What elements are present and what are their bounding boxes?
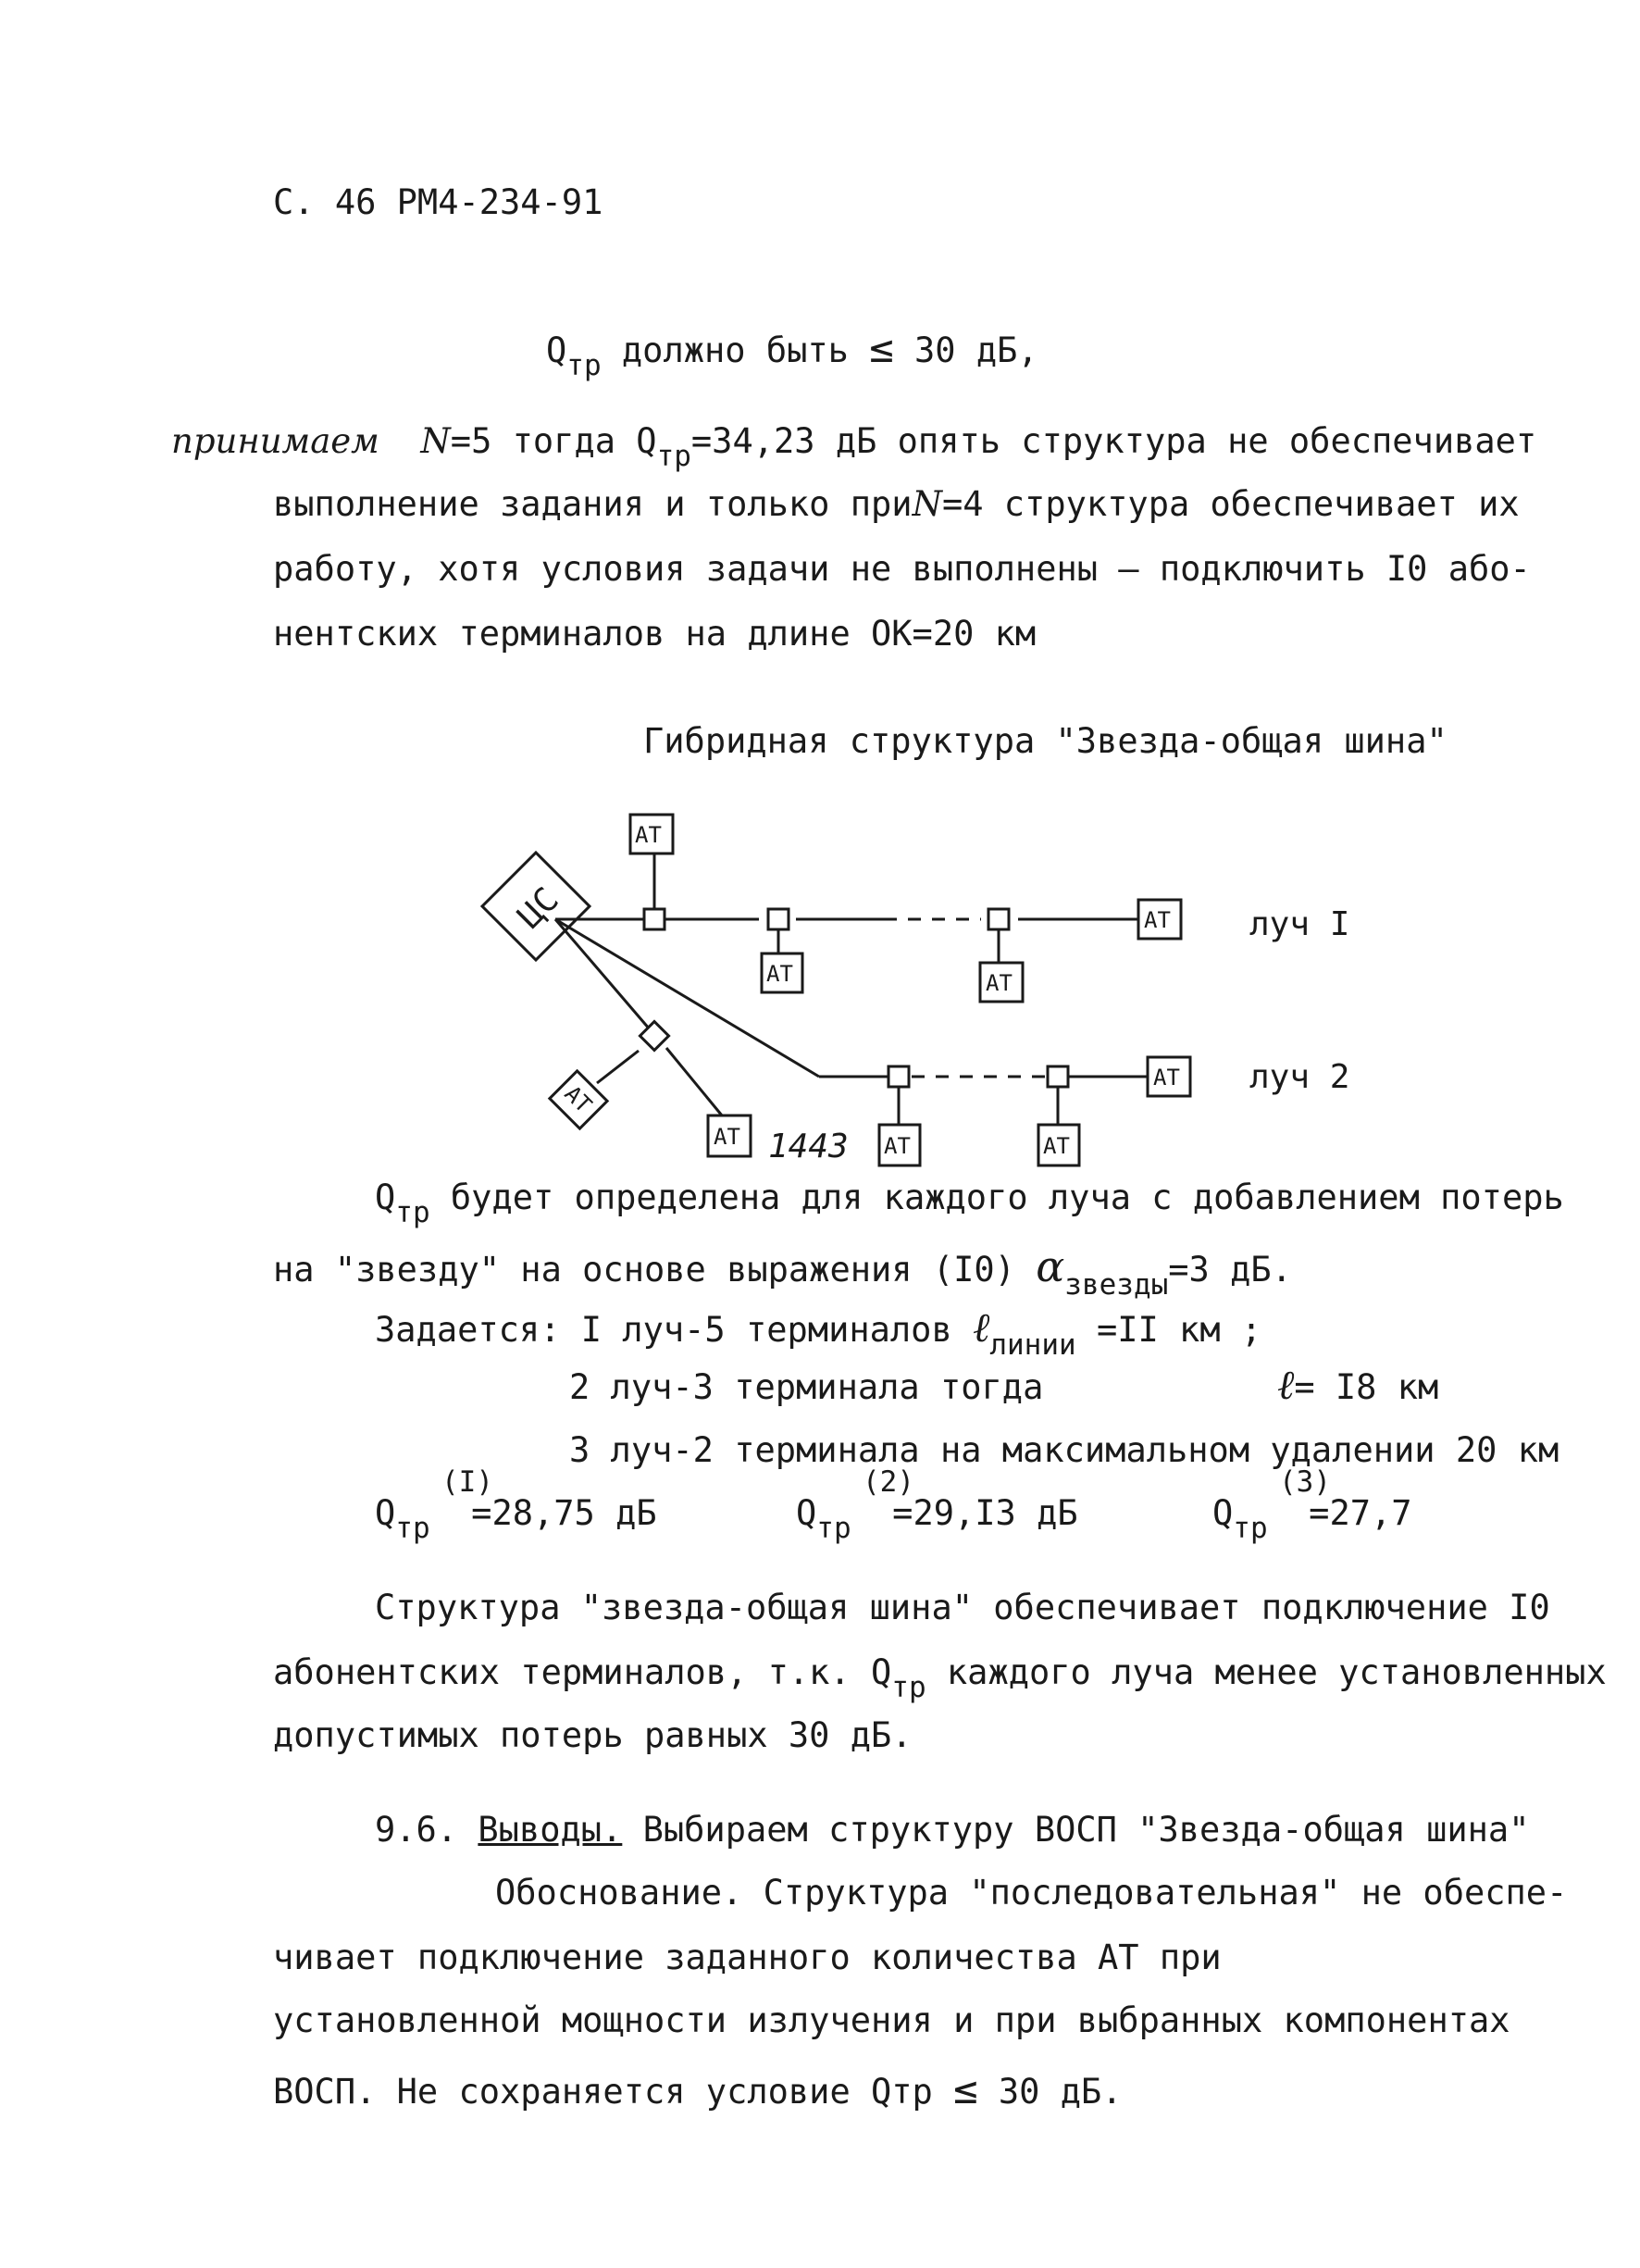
- para4-l2b: каждого луча менее установленных: [946, 1652, 1607, 1692]
- para3-l1b: будет определена для каждого луча с добавлением потерь: [450, 1178, 1564, 1217]
- para4-l2a: абонентских терминалов, т.к.: [273, 1652, 851, 1692]
- result-2: [796, 1465, 1078, 1551]
- handwritten-note: 1443: [768, 1128, 849, 1165]
- ray2-label: луч 2: [1249, 1058, 1350, 1096]
- result-superscript: (I): [441, 1465, 493, 1499]
- section-number: 9.6.: [375, 1810, 458, 1850]
- para2-sub: тр: [656, 440, 691, 473]
- terminal-label: АТ: [766, 961, 793, 987]
- terminal-label: АТ: [1144, 907, 1171, 933]
- length-symbol: ℓ: [973, 1304, 990, 1352]
- terminal-label: АТ: [1153, 1065, 1180, 1090]
- coupler-r1-3: [988, 909, 1009, 929]
- central-station-label: ЦС: [511, 880, 566, 936]
- coupler-r3: [640, 1021, 668, 1050]
- para3-line2: [273, 1241, 1292, 1302]
- q-symbol: Q: [375, 1493, 396, 1533]
- condition-text: должно быть: [621, 330, 849, 370]
- para3-line4: [569, 1367, 1044, 1407]
- result-value: =27,7: [1309, 1493, 1412, 1533]
- alpha-symbol: α: [1036, 1241, 1065, 1291]
- conclusion-line3: чивает подключение заданного количества АТ при: [273, 1938, 1222, 1977]
- para3-line1: [375, 1178, 1564, 1229]
- lead-word: принимаем: [171, 421, 379, 461]
- q-symbol: Q: [375, 1178, 396, 1217]
- n-symbol-2: N: [912, 484, 942, 524]
- para2-text-a: =5 тогда Q: [450, 421, 657, 461]
- para3-l2b: =3 дБ.: [1168, 1250, 1292, 1290]
- para3-l3a: Задается: I луч-5 терминалов: [375, 1310, 952, 1350]
- conclusion-line4: установленной мощности излучения и при выбранных компонентах: [273, 2000, 1510, 2040]
- para2-line3: работу, хотя условия задачи не выполнены – подключить I0 або-: [273, 549, 1531, 589]
- coupler-r2-1: [888, 1066, 909, 1087]
- q-subscript: тр: [1233, 1512, 1268, 1545]
- terminal-label: АТ: [635, 822, 662, 848]
- q-symbol: Q: [546, 330, 567, 370]
- result-1: [375, 1465, 657, 1551]
- para3-l4b: = I8 км: [1294, 1367, 1439, 1407]
- para3-line5: 3 луч-2 терминала на максимальном удалении 20 км: [569, 1430, 1559, 1470]
- terminal-label: АТ: [559, 1080, 597, 1118]
- conclusion-l5b: 30 дБ.: [998, 2072, 1123, 2112]
- para3-l4a: 2 луч-3 терминала тогда: [569, 1367, 1044, 1407]
- length-symbol: ℓ: [1277, 1362, 1295, 1409]
- para4-line3: допустимых потерь равных 30 дБ.: [273, 1715, 913, 1755]
- le-sign: ≤: [953, 2066, 978, 2113]
- page-reference: С. 46 РМ4-234-91: [273, 182, 603, 222]
- coupler-r2-2: [1048, 1066, 1068, 1087]
- para3-l2a: на "звезду" на основе выражения (I0): [273, 1250, 1015, 1290]
- q-subscript: тр: [566, 349, 602, 382]
- terminal-label: АТ: [986, 970, 1013, 996]
- para3-l3b: =II км ;: [1096, 1310, 1262, 1350]
- q-subscript: тр: [816, 1512, 851, 1545]
- condition-value: 30 дБ,: [914, 330, 1038, 370]
- section-word: Выводы.: [478, 1810, 623, 1850]
- para2-line4: нентских терминалов на длине ОК=20 км: [273, 614, 1037, 654]
- conclusion-line1: [375, 1810, 1530, 1850]
- terminal-label: АТ: [714, 1124, 740, 1150]
- n-symbol: N: [420, 421, 451, 461]
- result-value: =28,75 дБ: [471, 1493, 657, 1533]
- result-superscript: (3): [1279, 1465, 1331, 1499]
- para2-text-b: =34,23 дБ опять структура не обеспечивает: [690, 421, 1537, 461]
- q-symbol: Q: [1212, 1493, 1234, 1533]
- terminal-label: АТ: [884, 1133, 911, 1159]
- q-subscript: тр: [891, 1671, 926, 1704]
- alpha-subscript: звезды: [1064, 1268, 1169, 1302]
- coupler-r1-1: [644, 909, 665, 929]
- para3-line3: [375, 1304, 1262, 1362]
- conclusion-line2: Обоснование. Структура "последовательная" не обеспе-: [495, 1873, 1568, 1913]
- result-value: =29,I3 дБ: [892, 1493, 1078, 1533]
- q-subscript: тр: [395, 1512, 430, 1545]
- result-3: [1212, 1465, 1412, 1551]
- le-sign: ≤: [869, 325, 894, 372]
- para3-line4-right: [1277, 1362, 1439, 1409]
- length-subscript: линии: [989, 1328, 1076, 1362]
- para2-l2b: =4 структура обеспечивает их: [941, 484, 1520, 524]
- result-superscript: (2): [863, 1465, 914, 1499]
- conclusion-line5: [273, 2066, 1123, 2113]
- conclusion-l5a: ВОСП. Не сохраняется условие Qтр: [273, 2072, 933, 2112]
- terminal-label: АТ: [1043, 1133, 1070, 1159]
- conclusion-l1-rest: Выбираем структуру ВОСП "Звезда-общая шина": [642, 1810, 1530, 1850]
- coupler-r1-2: [768, 909, 789, 929]
- q-symbol: Q: [796, 1493, 817, 1533]
- q-subscript: тр: [395, 1196, 430, 1229]
- q-symbol: Q: [871, 1652, 892, 1692]
- para4-line2: [273, 1652, 1607, 1704]
- para2-l2a: выполнение задания и только при: [273, 484, 913, 524]
- para4-line1: Структура "звезда-общая шина" обеспечивает подключение I0: [375, 1588, 1550, 1627]
- ray1-label: луч I: [1249, 905, 1350, 943]
- figure-title: Гибридная структура "Звезда-общая шина": [643, 721, 1447, 761]
